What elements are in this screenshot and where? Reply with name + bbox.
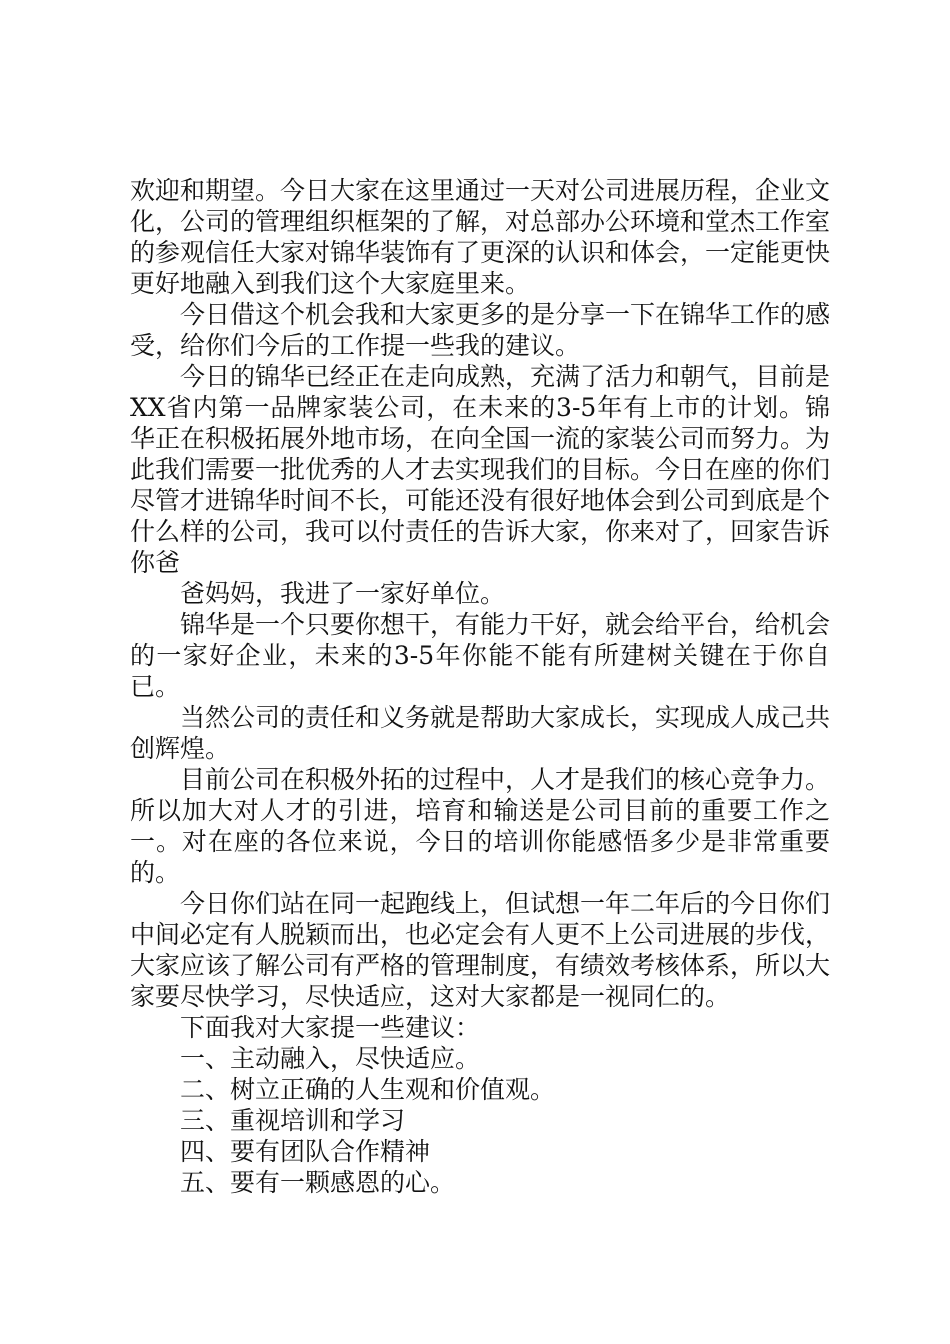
suggestion-item: 五、要有一颗感恩的心。 bbox=[180, 1168, 456, 1197]
paragraph-company-status: 今日的锦华已经正在走向成熟，充满了活力和朝气，目前是XX省内第一品牌家装公司，在未来的3-5年有上市的计划。锦华正在积极拓展外地市场，在向全国一流的家装公司而努力。为此我们需要一批优秀的人才去实现我们的目标。今日在座的你们尽管才进锦华时间不长，可能还没有很好地体会到公司到底是个什么样的公司，我可以付责任的告诉大家，你来对了，回家告诉你爸 bbox=[130, 362, 831, 577]
suggestion-item: 四、要有团队合作精神 bbox=[180, 1137, 431, 1166]
paragraph-suggestions-intro: 下面我对大家提一些建议： bbox=[180, 1013, 481, 1042]
paragraph-starting-line: 今日你们站在同一起跑线上，但试想一年二年后的今日你们中间必定有人脱颖而出，也必定会有人更不上公司进展的步伐，大家应该了解公司有严格的管理制度，有绩效考核体系，所以大家要尽快学习，尽快适应，这对大家都是一视同仁的。 bbox=[130, 889, 831, 1011]
paragraph-sharing: 今日借这个机会我和大家更多的是分享一下在锦华工作的感受，给你们今后的工作提一些我的建议。 bbox=[130, 300, 831, 360]
paragraph-welcome: 欢迎和期望。今日大家在这里通过一天对公司进展历程，企业文化，公司的管理组织框架的了解，对总部办公环境和堂杰工作室的参观信任大家对锦华装饰有了更深的认识和体会，一定能更快更好地融入到我们这个大家庭里来。 bbox=[130, 176, 831, 298]
suggestion-item: 二、树立正确的人生观和价值观。 bbox=[180, 1075, 556, 1104]
suggestion-item: 一、主动融入，尽快适应。 bbox=[180, 1044, 481, 1073]
paragraph-talent: 目前公司在积极外拓的过程中，人才是我们的核心竞争力。所以加大对人才的引进，培育和输送是公司目前的重要工作之一。对在座的各位来说，今日的培训你能感悟多少是非常重要的。 bbox=[130, 765, 831, 887]
paragraph-good-company: 爸妈妈，我进了一家好单位。 bbox=[180, 579, 506, 608]
document-body bbox=[130, 175, 830, 1198]
paragraph-opportunity: 锦华是一个只要你想干，有能力干好，就会给平台，给机会的一家好企业，未来的3-5年你能不能有所建树关键在于你自已。 bbox=[130, 610, 831, 701]
paragraph-responsibility: 当然公司的责任和义务就是帮助大家成长，实现成人成己共创辉煌。 bbox=[130, 703, 831, 763]
suggestion-item: 三、重视培训和学习 bbox=[180, 1106, 406, 1135]
